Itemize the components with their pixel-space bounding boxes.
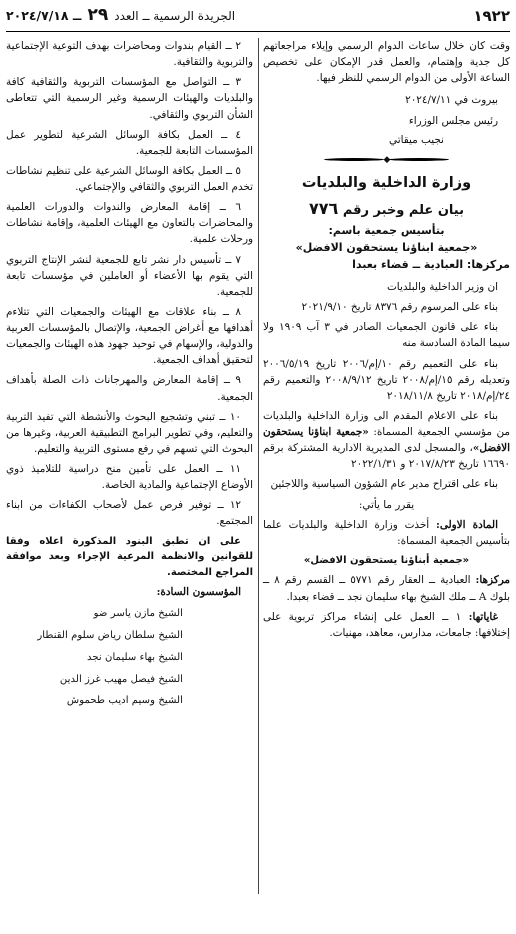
goals-paragraph — [263, 609, 510, 641]
basis-notification — [263, 408, 510, 473]
founder-name: الشيخ سلطان رياض سلوم القنطار — [37, 629, 183, 641]
founders-label: المؤسسون السادة: — [156, 586, 241, 598]
goal-item: ٧ ــ تأسيس دار نشر تابع للجمعية لنشر الإنتاج التربوي التي يقوم بها الأعضاء أو العاملين في مؤسسات تابعة للجمعية. — [6, 253, 253, 298]
basis-proposal: بناء على اقتراح مدير عام الشؤون السياسية واللاجئين — [270, 478, 498, 491]
founder-name: الشيخ وسيم اديب طحموش — [66, 695, 183, 707]
divider-ornament: ◆ — [263, 154, 510, 168]
decides-line: يقرر ما يأتي: — [358, 498, 415, 511]
goal-item: ٣ ــ التواصل مع المؤسسات التربوية والثقافية كافة والبلديات والهيئات الرسمية وغير الرسمية التي تتعاطى الشأن التربوي والثقافي. — [6, 76, 253, 121]
hq-text: العبادية ــ العقار رقم ٥٧٧١ ــ القسم رقم ٨ ــ بلوك A ــ ملك الشيخ بهاء سليمان نجد ــ قضاء بعبدا. — [263, 574, 510, 603]
announcement-number: ٧٧٦ — [309, 199, 339, 219]
goal-item: ٤ ــ العمل بكافة الوسائل الشرعية لتطوير عمل المؤسسات التابعة للجمعية. — [6, 128, 253, 157]
notification-registration: ، والمسجل لدى المديرية الادارية المشتركة برقم ١٦٦٩٠ تاريخ ٢٠١٧/٨/٢٣ و ٢٠٢٢/١/٣١ — [263, 442, 510, 471]
notification-assoc-name: «جمعية ابناؤنا يستحقون الافضل» — [263, 426, 510, 455]
goal-item: ١٢ ــ توفير فرص عمل لأصحاب الكفاءات من ابناء المجتمع. — [6, 499, 253, 528]
goal-item: ٦ ــ إقامة المعارض والندوات والدورات العلمية والمحاضرات بالتعاون مع الهيئات العلمية، وإقامة نشاطات ورحلات علمية. — [6, 201, 253, 246]
article-one-assoc-name: «جمعية أبناؤنا يستحقون الافضل» — [303, 554, 470, 566]
goals-label: غاياتها: — [468, 610, 498, 623]
article-one-text: أخذت وزارة الداخلية والبلديات علما بتأسيس الجمعية المسماة: — [263, 518, 510, 547]
goal-item: ١١ ــ العمل على تأمين منح دراسية للتلاميذ ذوي الأوضاع الإجتماعية والمادية الخاصة. — [6, 463, 253, 492]
compliance-note: على ان تطبق البنود المذكورة اعلاه وفقا للقوانين والانظمة المرعية الإجراء وبعد موافقة المراجع المختصة. — [6, 535, 253, 578]
founder-name: الشيخ مازن ياسر ضو — [93, 608, 183, 620]
basis-decree: بناء على المرسوم رقم ٨٣٧٦ تاريخ ٢٠٢١/٩/١٠ — [301, 301, 498, 314]
signer-title: رئيس مجلس الوزراء — [408, 114, 498, 127]
association-name: «جمعية ابناؤنا يستحقون الافضل» — [295, 241, 478, 254]
notification-text: بناء على الاعلام المقدم الى وزارة الداخلية والبلديات من مؤسسي الجمعية المسماة: — [263, 409, 510, 439]
basis-law: بناء على قانون الجمعيات الصادر في ٣ آب ١٩٠٩ ولا سيما المادة السادسة منه — [263, 321, 510, 350]
place-date: بيروت في ٢٠٢٤/٧/١١ — [405, 94, 498, 107]
header-rule — [6, 31, 510, 32]
basis-circulars: بناء على التعميم رقم ١٠/إم/٢٠٠٦ تاريخ ٢٠٠٦/٥/١٩ وتعديله رقم ١٥/إم/٢٠٠٨ تاريخ ٢٠٠٨/٩/١٢ والتعميم رقم ٢٤/إم/٢٠١٨ تاريخ ٢٠١٨/١١/٨ — [263, 357, 510, 402]
left-column — [6, 38, 253, 715]
goal-item: ٢ ــ القيام بندوات ومحاضرات بهدف التوعية الإجتماعية والتربوية والثقافية. — [6, 40, 253, 69]
signer-name: نجيب ميقاتي — [389, 133, 444, 146]
hq-label: مركزها: — [475, 574, 510, 587]
issue-number: ٢٩ — [87, 4, 109, 25]
goal-item: ٩ ــ إقامة المعارض والمهرجانات ذات الصلة بأهداف الجمعية. — [6, 374, 253, 403]
article-one — [263, 517, 510, 549]
issue-date: ــ ٢٠٢٤/٧/١٨ — [6, 7, 82, 23]
goal-item: ١٠ ــ تبني وتشجيع البحوث والأنشطة التي تفيد التربية والتعليم، وفي تطوير البرامج التطبيقية العربية، وغيرها من البحوث التي تسهم في رفع مستوى التربية والتعليم. — [6, 410, 253, 455]
minister-line: ان وزير الداخلية والبلديات — [387, 281, 498, 294]
founder-name: الشيخ بهاء سليمان نجد — [86, 651, 183, 663]
goal-item: ٨ ــ بناء علاقات مع الهيئات والجمعيات التي تتلاءم أهدافها مع أغراض الجمعية، والإتصال بالمؤسسات العربية والدولية، والإسهام في توحيد جهود هذه الهيئات والجمعيات لتحقيق أهداف الجمعية. — [6, 305, 253, 367]
founding-line: بتأسيس جمعية باسم: — [328, 223, 445, 237]
hq-paragraph — [263, 572, 510, 604]
ministry-title: وزارة الداخلية والبلديات — [301, 174, 472, 191]
gazette-title — [6, 2, 235, 28]
association-center: مركزها: العبادية ــ قضاء بعبدا — [352, 258, 510, 272]
page-number: ١٩٢٢ — [473, 6, 510, 25]
goal-item: ٥ ــ العمل بكافة الوسائل الشرعية على تنظيم نشاطات تخدم العمل التربوي والثقافي والإجتماعي. — [6, 164, 253, 193]
goals-text: ١ ــ العمل على إنشاء مراكز تربوية على إختلافها: جامعات، مدارس، معاهد، مهنيات. — [263, 610, 510, 639]
gazette-name: الجريدة الرسمية ــ العدد — [114, 8, 236, 23]
announcement-title — [263, 197, 510, 222]
founder-name: الشيخ فيصل مهيب غرز الدين — [59, 673, 183, 685]
announcement-label: بيان علم وخبر رقم — [342, 203, 464, 219]
column-divider — [258, 38, 259, 894]
article-one-label: المادة الاولى: — [436, 518, 498, 531]
right-column — [263, 38, 510, 645]
intro-paragraph: وقت كان خلال ساعات الدوام الرسمي وإيلاء مراجعاتهم كل جدية وإهتمام، والعمل قدر الإمكان على تخصيص الساعة الأولى من الدوام الرسمي للنظر فيها. — [263, 40, 510, 85]
page-header — [6, 6, 510, 28]
